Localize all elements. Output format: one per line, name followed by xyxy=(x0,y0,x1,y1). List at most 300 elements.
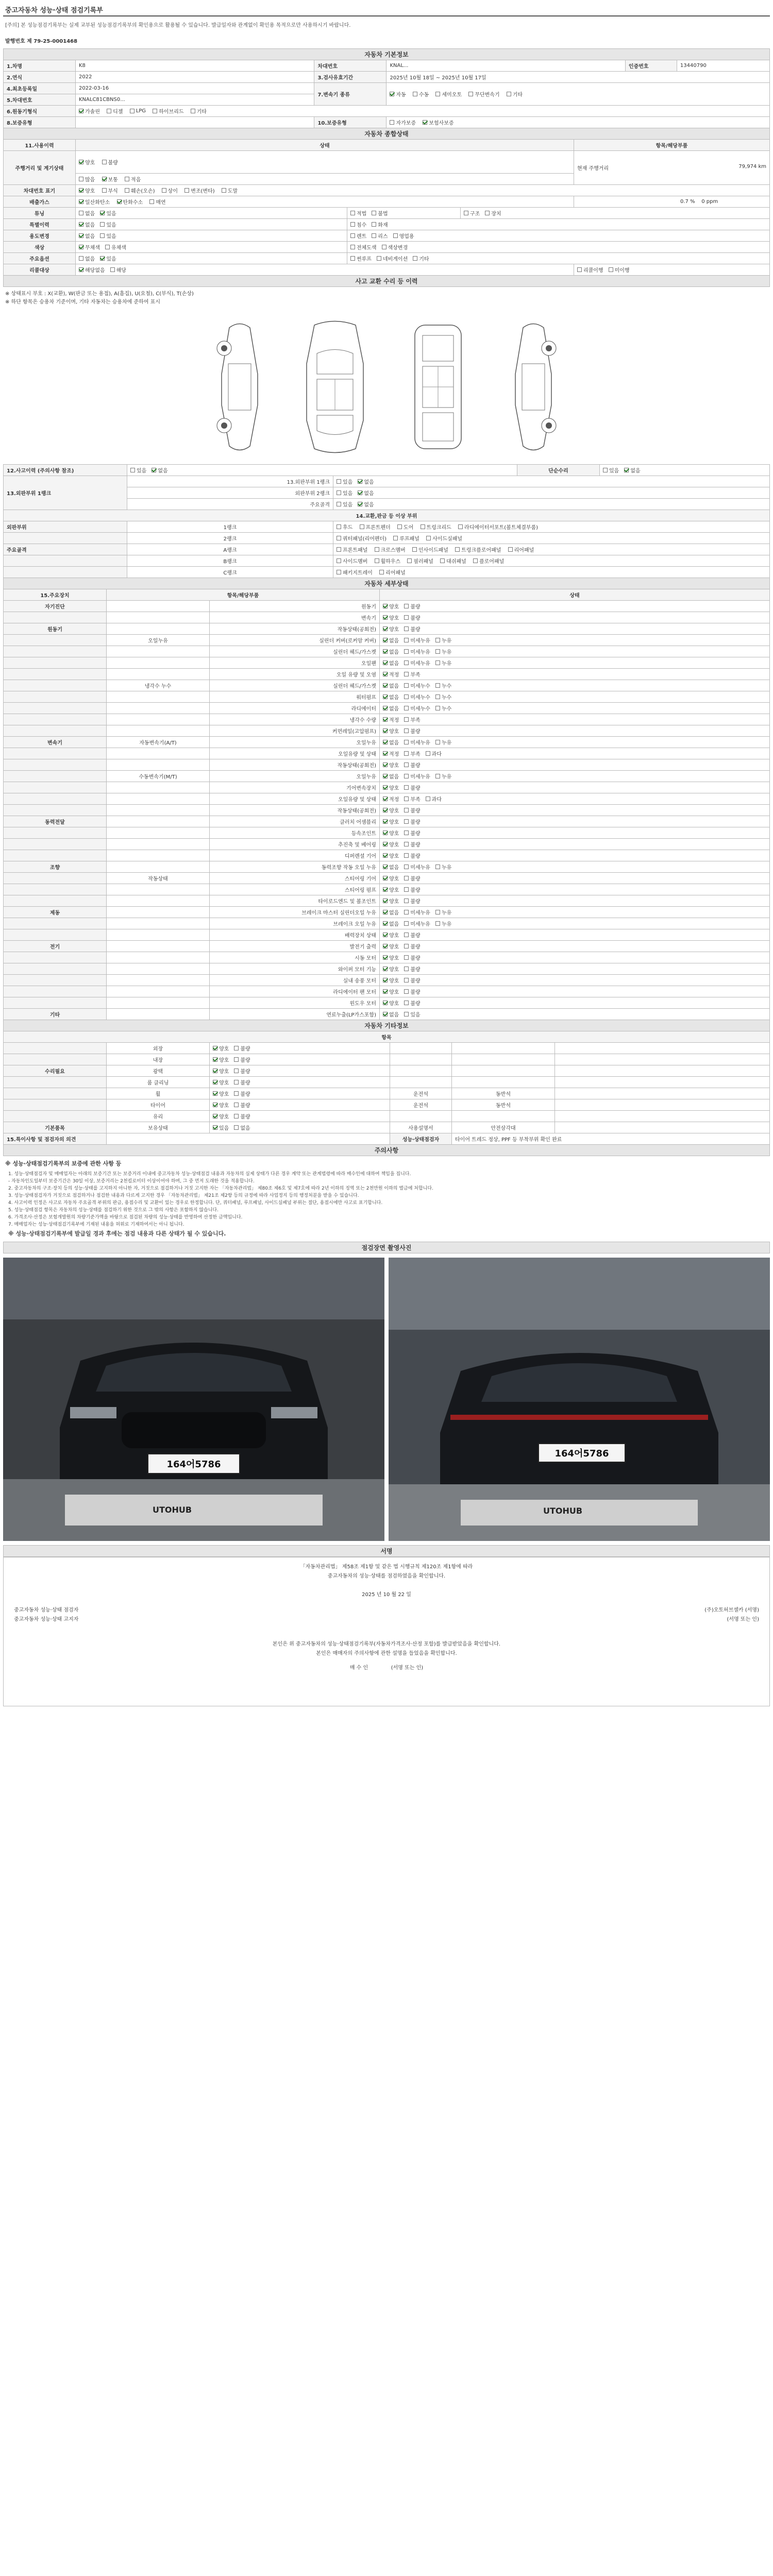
col-header: 15.주요장치 xyxy=(4,589,107,601)
checkbox[interactable]: 기타 xyxy=(507,90,523,98)
checkbox[interactable] xyxy=(383,772,399,780)
notifier-sign[interactable]: (서명 또는 인) xyxy=(727,1617,759,1622)
status-options xyxy=(210,1099,390,1111)
checkbox[interactable] xyxy=(383,648,399,655)
checkbox[interactable] xyxy=(404,806,420,814)
checkbox-label: 없음 xyxy=(389,661,399,667)
inspector-sign[interactable]: (주)오토허브셀카 (서명) xyxy=(704,1607,759,1613)
checkbox[interactable]: 양호 xyxy=(79,158,95,166)
checkbox[interactable]: 사이드멤버 xyxy=(337,557,367,565)
checkbox-label: 양호 xyxy=(389,990,399,995)
checkbox[interactable] xyxy=(234,1044,250,1052)
checkbox[interactable] xyxy=(383,682,399,689)
row-label: 주요옵션 xyxy=(4,253,76,264)
checkbox[interactable] xyxy=(383,852,399,859)
check-box-icon xyxy=(404,899,409,903)
status-options xyxy=(380,827,770,839)
device-subgroup: 수동변속기(M/T) xyxy=(107,771,210,782)
checkbox[interactable]: 보통 xyxy=(102,175,118,183)
checkbox[interactable]: 보험사보증 xyxy=(423,118,453,126)
checkbox[interactable]: 영업용 xyxy=(393,232,414,240)
checkbox[interactable] xyxy=(404,693,430,701)
checkbox[interactable] xyxy=(404,761,420,769)
checkbox[interactable] xyxy=(383,908,399,916)
value xyxy=(76,117,314,128)
status-options xyxy=(210,1065,390,1077)
checkbox-label: 미세누수 xyxy=(410,695,430,701)
checkbox[interactable]: 불량 xyxy=(102,158,118,166)
checkbox[interactable] xyxy=(383,920,399,927)
detail-title: 자동차 세부상태 xyxy=(4,578,770,589)
checkbox[interactable]: 없음 xyxy=(624,466,640,474)
sub-label: 외판부위 2랭크 xyxy=(127,487,333,499)
checkbox[interactable]: 변조(변타) xyxy=(184,187,214,194)
checkbox[interactable]: 유채색 xyxy=(105,243,126,251)
checkbox[interactable]: 수동 xyxy=(413,90,429,98)
part-rank: A랭크 xyxy=(127,544,333,555)
device-subgroup xyxy=(107,623,210,635)
device-item: 브레이크 오일 누유 xyxy=(210,918,380,929)
checkbox[interactable] xyxy=(404,976,420,984)
checkbox-label: 불량 xyxy=(410,1001,421,1007)
checkbox[interactable] xyxy=(426,795,442,803)
checkbox[interactable]: 렌트 xyxy=(350,232,366,240)
status-options xyxy=(380,646,770,657)
checkbox[interactable] xyxy=(234,1112,250,1120)
checkbox[interactable] xyxy=(426,750,442,757)
checkbox[interactable]: 쿼터패널(리어펜더) xyxy=(337,534,386,542)
checkbox[interactable]: 크로스멤버 xyxy=(375,546,406,553)
status-options xyxy=(347,208,460,219)
checkbox[interactable] xyxy=(383,863,399,871)
checkbox[interactable]: 해당없음 xyxy=(79,266,105,274)
checkbox[interactable]: 없음 xyxy=(358,489,374,497)
checkbox[interactable]: 디젤 xyxy=(107,107,123,115)
table-row xyxy=(4,623,770,635)
note-line: 3. 성능·상태점검자가 거짓으로 점검하거나 점검한 내용과 다르게 고지한 경우 「자동차관리법」 제21조 제2항 등의 규정에 따라 사업정지 등의 행정처분을 받을 수 있습니다. xyxy=(8,1193,359,1198)
check-box-icon xyxy=(404,887,409,892)
checkbox[interactable] xyxy=(404,908,430,916)
checkbox[interactable]: 없음 xyxy=(79,232,95,240)
checkbox[interactable]: LPG xyxy=(130,108,146,114)
checkbox[interactable]: 하이브리드 xyxy=(153,107,183,115)
checkbox[interactable] xyxy=(383,716,399,723)
checkbox[interactable] xyxy=(383,931,399,939)
check-box-icon xyxy=(435,865,440,869)
checkbox[interactable] xyxy=(404,829,420,837)
checkbox[interactable]: 없음 xyxy=(358,478,374,485)
checkbox[interactable]: 있음 xyxy=(100,221,116,228)
checkbox-label: 양호 xyxy=(389,944,399,950)
checkbox[interactable]: 미이행 xyxy=(609,266,630,274)
checkbox[interactable]: 필러패널 xyxy=(407,557,433,565)
checkbox[interactable]: 루프패널 xyxy=(393,534,419,542)
checkbox[interactable] xyxy=(404,772,430,780)
checkbox[interactable] xyxy=(213,1044,229,1052)
checkbox[interactable] xyxy=(383,954,399,961)
checkbox[interactable] xyxy=(435,648,451,655)
checkbox[interactable]: 썬루프 xyxy=(350,255,372,262)
checkbox[interactable]: 대쉬패널 xyxy=(440,557,466,565)
checkbox[interactable]: 있음 xyxy=(130,466,146,474)
checkbox[interactable] xyxy=(383,942,399,950)
buyer-sign[interactable]: (서명 또는 인) xyxy=(391,1665,424,1671)
checkbox[interactable]: 리어패널 xyxy=(379,568,406,576)
checkbox[interactable] xyxy=(435,693,451,701)
checkbox[interactable] xyxy=(404,931,420,939)
checkbox[interactable]: 없음 xyxy=(358,500,374,508)
legend-line: ※ 하단 항목은 승용차 기준이며, 기타 자동차는 승용차에 준하여 표시 xyxy=(5,299,160,305)
checkbox[interactable] xyxy=(404,874,420,882)
detail-table xyxy=(3,578,770,1020)
checkbox[interactable]: 화재 xyxy=(372,221,388,228)
checkbox[interactable]: 프론트패널 xyxy=(337,546,367,553)
checkbox[interactable]: 적음 xyxy=(125,175,141,183)
inspector-label: 중고자동차 성능·상태 점검자 xyxy=(14,1607,79,1613)
checkbox[interactable]: 적법 xyxy=(350,209,366,217)
status-options xyxy=(210,1111,390,1122)
checkbox[interactable] xyxy=(213,1101,229,1109)
checkbox[interactable]: 리콜이행 xyxy=(577,266,603,274)
extra-cell xyxy=(555,1088,770,1099)
checkbox[interactable] xyxy=(404,784,420,791)
col-header: 항목 xyxy=(4,1031,770,1043)
checkbox[interactable] xyxy=(404,625,420,633)
checkbox[interactable]: 있음 xyxy=(337,489,352,497)
checkbox[interactable] xyxy=(404,852,420,859)
checkbox[interactable]: 도어 xyxy=(397,523,413,531)
checkbox-label: 과다 xyxy=(431,797,442,803)
checkbox[interactable] xyxy=(383,886,399,893)
checkbox[interactable] xyxy=(234,1078,250,1086)
checkbox[interactable] xyxy=(234,1124,250,1131)
checkbox[interactable] xyxy=(404,999,420,1007)
checkbox[interactable]: 부식 xyxy=(102,187,118,194)
checkbox[interactable] xyxy=(383,988,399,995)
checkbox[interactable]: 없음 xyxy=(79,255,95,262)
checkbox[interactable] xyxy=(383,670,399,678)
other-info-title: 자동차 기타정보 xyxy=(4,1020,770,1031)
row-label: 색상 xyxy=(4,242,76,253)
checkbox[interactable] xyxy=(383,625,399,633)
label: 1.차명 xyxy=(4,60,76,72)
checkbox[interactable] xyxy=(404,897,420,905)
checkbox[interactable] xyxy=(404,716,420,723)
checkbox[interactable]: 있음 xyxy=(603,466,619,474)
checkbox[interactable]: 있음 xyxy=(337,500,352,508)
check-box-icon xyxy=(404,910,409,914)
checkbox[interactable] xyxy=(213,1078,229,1086)
checkbox-label: 불량 xyxy=(410,831,421,837)
row-label: 차대번호 표기 xyxy=(4,185,76,196)
checkbox[interactable] xyxy=(404,886,420,893)
checkbox[interactable]: 침수 xyxy=(350,221,366,228)
device-item: 원동기 xyxy=(210,601,380,612)
checkbox[interactable] xyxy=(234,1090,250,1097)
checkbox[interactable] xyxy=(404,954,420,961)
checkbox[interactable] xyxy=(383,693,399,701)
checkbox[interactable] xyxy=(213,1090,229,1097)
checkbox[interactable] xyxy=(435,738,451,746)
checkbox[interactable] xyxy=(404,863,430,871)
checkbox[interactable]: 색상변경 xyxy=(382,243,408,251)
table-row xyxy=(4,895,770,907)
checkbox[interactable] xyxy=(404,942,420,950)
notes-subtitle: ※ 성능·상태점검기록부의 보증에 관한 사항 등 xyxy=(5,1160,122,1167)
checkbox[interactable]: 불법 xyxy=(372,209,388,217)
checkbox[interactable] xyxy=(383,999,399,1007)
car-left-side-icon xyxy=(209,317,271,456)
checkbox[interactable]: 플로어패널 xyxy=(473,557,504,565)
checkbox[interactable]: 네비게이션 xyxy=(377,255,408,262)
checkbox[interactable] xyxy=(213,1067,229,1075)
checkbox-label: 미세누유 xyxy=(410,638,430,644)
device-group xyxy=(4,612,107,623)
checkbox[interactable] xyxy=(404,659,430,667)
checkbox[interactable] xyxy=(435,659,451,667)
status-options xyxy=(380,669,770,680)
device-subgroup xyxy=(107,907,210,918)
status-options xyxy=(600,465,770,476)
checkbox[interactable]: 장치 xyxy=(485,209,501,217)
checkbox-label: 불량 xyxy=(240,1058,250,1063)
checkbox-label: 미세누유 xyxy=(410,740,430,746)
checkbox[interactable]: 트렁크플로어패널 xyxy=(455,546,501,553)
checkbox[interactable]: 휠하우스 xyxy=(375,557,401,565)
checkbox[interactable] xyxy=(404,1010,420,1018)
device-subgroup xyxy=(107,816,210,827)
checkbox[interactable] xyxy=(383,704,399,712)
part-group: 주요골격 xyxy=(4,544,127,555)
checkbox[interactable] xyxy=(383,784,399,791)
check-box-icon xyxy=(435,910,440,914)
status-options xyxy=(380,601,770,612)
checkbox[interactable] xyxy=(404,840,420,848)
check-box-icon xyxy=(404,933,409,937)
checkbox[interactable]: 없음 xyxy=(152,466,167,474)
checkbox[interactable] xyxy=(404,818,420,825)
checkbox[interactable] xyxy=(435,636,451,644)
device-subgroup xyxy=(107,691,210,703)
check-box-icon xyxy=(383,774,388,778)
checkbox[interactable]: 인사이드패널 xyxy=(412,546,448,553)
checkbox[interactable] xyxy=(383,636,399,644)
extra-label-2: 동반석 xyxy=(452,1099,555,1111)
checkbox[interactable] xyxy=(435,920,451,927)
checkbox[interactable] xyxy=(383,840,399,848)
checkbox-label: 부족 xyxy=(410,797,421,803)
notifier-label: 중고자동차 성능·상태 고지자 xyxy=(14,1617,79,1622)
checkbox[interactable] xyxy=(404,988,420,995)
checkbox[interactable] xyxy=(404,920,430,927)
check-box-icon xyxy=(404,989,409,994)
status-options xyxy=(76,151,574,174)
check-box-icon xyxy=(404,638,409,642)
checkbox[interactable]: 양호 xyxy=(79,187,95,194)
checkbox[interactable] xyxy=(383,1010,399,1018)
checkbox[interactable] xyxy=(383,738,399,746)
checkbox[interactable]: 트렁크리드 xyxy=(421,523,451,531)
value: K8 xyxy=(76,60,314,72)
checkbox[interactable]: 리스 xyxy=(372,232,388,240)
table-row xyxy=(4,1122,770,1133)
checkbox[interactable]: 구조 xyxy=(464,209,480,217)
checkbox[interactable] xyxy=(435,682,451,689)
checkbox[interactable]: 기타 xyxy=(191,107,207,115)
checkbox[interactable] xyxy=(383,874,399,882)
device-group: 제동 xyxy=(4,907,107,918)
checkbox[interactable]: 패키지트레이 xyxy=(337,568,373,576)
check-box-icon xyxy=(435,694,440,699)
device-group xyxy=(4,827,107,839)
status-options xyxy=(76,208,347,219)
damage-title: 사고 교환 수리 등 이력 xyxy=(4,276,770,287)
checkbox-label: 양호 xyxy=(219,1069,229,1075)
checkbox[interactable]: 전체도색 xyxy=(350,243,377,251)
value: 2022 xyxy=(76,72,314,83)
checkbox[interactable]: 리어패널 xyxy=(508,546,534,553)
checkbox[interactable] xyxy=(404,965,420,973)
checkbox[interactable] xyxy=(404,670,420,678)
checkbox-label: 양호 xyxy=(389,616,399,621)
device-item: 발전기 출력 xyxy=(210,941,380,952)
checkbox[interactable]: 있음 xyxy=(100,232,116,240)
checkbox-label: 불량 xyxy=(410,899,421,905)
table-row xyxy=(4,952,770,963)
checkbox[interactable]: 해당 xyxy=(110,266,126,274)
part-rank: 2랭크 xyxy=(127,533,333,544)
checkbox[interactable]: 무단변속기 xyxy=(468,90,499,98)
checkbox-label: 미세누유 xyxy=(410,910,430,916)
checkbox-label: 누수 xyxy=(441,706,452,712)
checkbox[interactable]: 없음 xyxy=(79,221,95,228)
device-group xyxy=(4,725,107,737)
checkbox[interactable] xyxy=(404,738,430,746)
checkbox[interactable] xyxy=(383,614,399,621)
checkbox[interactable] xyxy=(383,976,399,984)
checkbox[interactable] xyxy=(383,727,399,735)
checkbox[interactable] xyxy=(383,806,399,814)
checkbox[interactable]: 프론트펜더 xyxy=(360,523,391,531)
checkbox[interactable]: 사이드실패널 xyxy=(426,534,462,542)
checkbox[interactable] xyxy=(383,602,399,610)
checkbox[interactable]: 상이 xyxy=(162,187,178,194)
status-options xyxy=(380,895,770,907)
checkbox[interactable] xyxy=(383,761,399,769)
check-box-icon xyxy=(383,955,388,960)
checkbox[interactable] xyxy=(404,682,430,689)
device-item: 오일유량 및 상태 xyxy=(210,748,380,759)
checkbox[interactable]: 훼손(오손) xyxy=(125,187,155,194)
checkbox[interactable] xyxy=(383,829,399,837)
checkbox[interactable] xyxy=(435,772,451,780)
device-subgroup xyxy=(107,669,210,680)
checkbox[interactable]: 자동 xyxy=(390,90,406,98)
checkbox[interactable]: 일산화탄소 xyxy=(79,198,110,206)
checkbox-label: 누유 xyxy=(441,865,452,871)
checkbox[interactable] xyxy=(435,908,451,916)
checkbox[interactable]: 세미오토 xyxy=(435,90,462,98)
checkbox[interactable]: 자가보증 xyxy=(390,118,416,126)
checkbox[interactable] xyxy=(383,795,399,803)
checkbox[interactable] xyxy=(404,614,420,621)
checkbox[interactable] xyxy=(404,636,430,644)
checkbox-label: 누유 xyxy=(441,650,452,655)
checkbox-label: 없음 xyxy=(389,706,399,712)
status-options xyxy=(333,476,770,487)
table-row xyxy=(4,986,770,997)
checkbox[interactable] xyxy=(213,1124,229,1131)
status-options xyxy=(380,771,770,782)
checkbox[interactable]: 가솔린 xyxy=(79,107,100,115)
checkbox[interactable]: 많음 xyxy=(79,175,95,183)
checkbox-label: 불량 xyxy=(410,990,421,995)
checkbox-label: 불량 xyxy=(410,820,421,825)
checkbox[interactable]: 무채색 xyxy=(79,243,100,251)
checkbox[interactable] xyxy=(383,659,399,667)
checkbox[interactable]: 없음 xyxy=(79,209,95,217)
checkbox-label: 없음 xyxy=(389,774,399,780)
checkbox-label: 양호 xyxy=(219,1114,229,1120)
checkbox[interactable] xyxy=(234,1067,250,1075)
checkbox[interactable] xyxy=(383,818,399,825)
checkbox[interactable]: 있음 xyxy=(337,478,352,485)
photo-row xyxy=(3,1253,770,1545)
table-row xyxy=(4,601,770,612)
checkbox[interactable]: 후드 xyxy=(337,523,352,531)
note-line: 4. 사고이력 인정은 사고로 자동차 주요골격 부위의 판금, 용접수리 및 교환이 있는 경우로 한정합니다. 단, 쿼터패널, 루프패널, 사이드실패널 부위는 절단, 용접시에만 사고로 표기합니다. xyxy=(8,1200,383,1206)
checkbox[interactable]: 탄화수소 xyxy=(117,198,143,206)
checkbox[interactable] xyxy=(404,648,430,655)
checkbox[interactable] xyxy=(234,1056,250,1063)
checkbox[interactable]: 도말 xyxy=(222,187,238,194)
checkbox[interactable] xyxy=(234,1101,250,1109)
checkbox[interactable] xyxy=(404,750,420,757)
checkbox[interactable] xyxy=(383,750,399,757)
checkbox[interactable] xyxy=(404,727,420,735)
sign-line: 본인은 위 중고자동차의 성능·상태점검기록부(자동차가격조사·산정 포함)를 발급받았음을 확인합니다. xyxy=(272,1641,501,1647)
warranty-options xyxy=(386,117,770,128)
sub-label: 주요골격 xyxy=(127,499,333,510)
device-subgroup xyxy=(107,941,210,952)
status-options xyxy=(380,748,770,759)
checkbox[interactable] xyxy=(404,602,420,610)
label: 4.최초등록일 xyxy=(4,83,76,94)
status-options xyxy=(380,1009,770,1020)
checkbox[interactable] xyxy=(213,1056,229,1063)
checkbox[interactable] xyxy=(435,863,451,871)
check-box-icon xyxy=(435,638,440,642)
extra-label-2 xyxy=(452,1077,555,1088)
sign-line: 「자동차관리법」 제58조 제1항 및 같은 법 시행규칙 제120조 제1항에 따라 xyxy=(300,1564,473,1570)
checkbox[interactable]: 있음 xyxy=(100,209,116,217)
damage-legend xyxy=(3,287,770,310)
device-item: 연료누출(LP가스포함) xyxy=(210,1009,380,1020)
checkbox[interactable] xyxy=(404,704,430,712)
table-row xyxy=(4,646,770,657)
checkbox[interactable] xyxy=(404,795,420,803)
checkbox[interactable] xyxy=(383,897,399,905)
checkbox[interactable] xyxy=(383,965,399,973)
checkbox[interactable]: 매연 xyxy=(149,198,165,206)
check-box-icon xyxy=(383,808,388,812)
checkbox[interactable] xyxy=(213,1112,229,1120)
checkbox[interactable]: 있음 xyxy=(100,255,116,262)
checkbox[interactable]: 라디에이터서포트(볼트체결부품) xyxy=(458,523,538,531)
checkbox[interactable]: 기타 xyxy=(413,255,429,262)
part-rank: B랭크 xyxy=(127,555,333,567)
checkbox[interactable] xyxy=(435,704,451,712)
